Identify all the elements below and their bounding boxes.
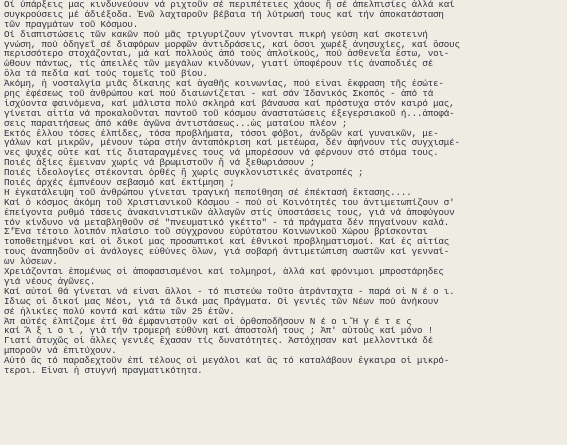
text-line: γιά νέους ἀγῶνες. [4, 276, 96, 287]
text-line: συγκρούσεις μέ ἀδιέξοδα. Ἐνῶ λαχταροῦν βέβαια τή λύτρωσή τους καί τήν ἀποκατάσταση [4, 9, 444, 20]
text-line: γίνεται αἰτία νά προκαλοῦνται παντοῦ τοῦ κόσμου ἀναστατώσεις ἐξεγερσιακοῦ ή...ἀποφά- [4, 108, 455, 119]
text-line: τόν κίνδυνο νά μεταβληθοῦν σέ "πνευματικό γκέττο" - τά πράγματα δέν πηγαίνουν καλά. [4, 217, 450, 228]
text-line: Οί διαπιστώσεις τῶν κακῶν πού μᾶς τριγυρίζουν γίνονται πικρή γεύση καί σκοτεινή [4, 29, 428, 40]
text-line: ἰσχύοντα φαινόμενα, καί μάλιστα πολύ σκληρά καί βάναυσα καί πρόστυχα στόν καιρό μας, [4, 98, 455, 109]
text-line: Ἀπ αὐτές ἐλπίζομε ἐτί θά ἐμφανιστοῦν καί οἱ ὀρθοποδῆσουν Ν έ ο ι Ἥ γ έ τ ε ς [4, 316, 412, 327]
text-line: τοποθετημένοι καί οἱ δικοί μας προσωπικοί καί ἐθνικοί προβληματισμοί. Καί ἐς αἰτίας [4, 237, 450, 248]
text-line: Ἐκτός ἔλλου τόσες ἐλπίδες, τόσα προβλήματα, τόσοι φόβοι, ἀνδρῶν καί γυναικῶν, με- [4, 128, 439, 139]
text-line: περισσότερο στοχάζονται, μά καί πολλούς ἀπό τούς ἀπλοϊκούς, πού ἀσθενεῖα ἔστω, νοι- [4, 49, 450, 60]
text-line: Ποιές ἀρχές ἐμπνέουν σεβασμό καί ἐκτίμηση ; [4, 178, 235, 188]
text-line: τους ἀναπηδοῦν οἱ ἀνάλογες εὐθύνες ὅλων, γιά σοβαρή ἀντιμετώπιση σωστῶν καί γενναί- [4, 247, 450, 258]
text-line: Ποιές ἀξίες ἔμειναν χωρίς νά βρωμιστοῦν ἤ νά ξεθωριάσουν ; [4, 158, 316, 169]
text-line: ἐπείγοντα ρυθμό τάσεις ἀνακαινιστικῶν ἀλλαγῶν στίς ὑποστάσεις τους, γιά νά ἀποφύγουν [4, 207, 455, 218]
text-line: ων λύσεων. [4, 257, 58, 268]
text-line: Οί ύπάρξεις μας κινδυνεύουν νά ριχτοῦν σέ περιπέτειες χάους ἤ σέ άπελπισίες ἀλλά καί [4, 0, 455, 10]
text-line: καί Ἄ ξ ι ο ι , γιά τήν τρομερή εὐθύνη καί ἀποστολή τους ; Ἀπ' αὐτούς καί μόνο ! [4, 326, 434, 337]
text-line: Καί ὁ κόσμος ἀκόμη τοῦ Χριστιανικοῦ Κόσμου - πού οἱ Κοινότητές του ἀντιμετωπίζουν σ' [4, 197, 455, 208]
text-line: Ἡ ἐγκατάλειψη τοῦ ἀνθρώπου γίνεται τραγική πεποίθηση σέ ἐπέκτασή ἔκτασης.... [4, 187, 412, 198]
text-line: Καί αὐτοί θά γίνεται νά εἶναι ἄλλοι - τό πιστεύω τοῦτο ἀτράνταχτα - παρά οἱ Ν έ ο ι. [4, 286, 455, 297]
text-line: ὅλα τά πεδία καί τούς τομεῖς τοῦ βίου. [4, 69, 208, 80]
text-line: γάλων καί μικρῶν, μένουν τώρα στήν ἀνταπόκριση καί μετέωρα, δέν ἀφήνουν τίς συγχισμέ- [4, 138, 460, 149]
text-line: μποροῦν νά ἐπιτύχουν. [4, 346, 117, 357]
text-line: ώθουν πάντως, τίς ἀπειλές τῶν μεγάλων κινδύνων, γιατί ὑποφέρουν τίς ἀναποδιές σέ [4, 59, 434, 70]
text-line: γνώση, πού ὁδηγεῖ σέ διαφόρων μορφῶν ἀντιδράσεις, καί ὅσοι χωρέξ ἀνησυχίες, καί ὅσους [4, 39, 460, 50]
text-line: τεροι. Εἶναι ἡ στυγνή πραγματικότητα. [4, 365, 203, 376]
text-line: Αὐτό ἄς τό παραδεχτοῦν ἐπί τέλους οἱ μεγάλοι καί ἄς τό καταλάβουν ἔγκαιρα οἱ μικρό- [4, 356, 450, 366]
text-line: Ποιές ἰδεολογίες στέκονται ὀρθές ἤ χωρίς συγκλονιστικές ἀνατροπές ; [4, 168, 364, 179]
text-line: σεις παραιτήσεως ἀπό κάθε ἀγῶνα ἀντιστάσεως...ὡς ματαίου πλέον ; [4, 118, 348, 129]
text-line: νες ψυχές οὔτε καί τίς διαταραγμένες τους νά μπορέσουν νά φέρνουν στό στόμα τους. [4, 148, 439, 159]
text-line: Χρειάζονται ἑπομένως οἱ ἀποφασισμένοι καί τολμηροί, ἀλλά καί φρόνιμοι μπροστάρηδες [4, 267, 444, 277]
text-line: Ἀκόμη, ἡ νοσταλγία μιᾶς δίκαιης καί ἀγαθῆς κοινωνίας, πού εἶναι ἔκφραση τῆς ἐσώτε- [4, 79, 444, 90]
text-line: Ἴδιως οἱ δικοί μας Νέοι, γιά τά δικά μας Πράγματα. Οἱ γενιές τῶν Νέων πού ἀνήκουν [4, 296, 439, 307]
text-line: Σ'Ἕνα τέτοιο λοιπόν πλαίσιο τοῦ σύγχρονου εὐρύτατου Κοινωνικοῦ Χώρου βρίσκονται [4, 227, 428, 238]
text-line: σέ ἡλικίες πολύ κοντά καί κάτω τῶν 25 ἐτῶν. [4, 306, 235, 317]
document-body [4, 0, 566, 376]
text-line: ρης ἐφέσεως τοῦ ἀνθρώπου καί πού διαιωνίζεται - καί σάν Ἰδανικός Σκοπός - ἀπό τά [4, 89, 434, 99]
text-line: τῶν πραγμάτων τοῦ Κόσμου. [4, 19, 139, 30]
text-line: Γιατί ἀτυχῶς οἱ ἄλλες γενιές ἔχασαν τίς δυνατότητες. Ἀστόχησαν καί μελλοντικά δέ [4, 336, 434, 347]
